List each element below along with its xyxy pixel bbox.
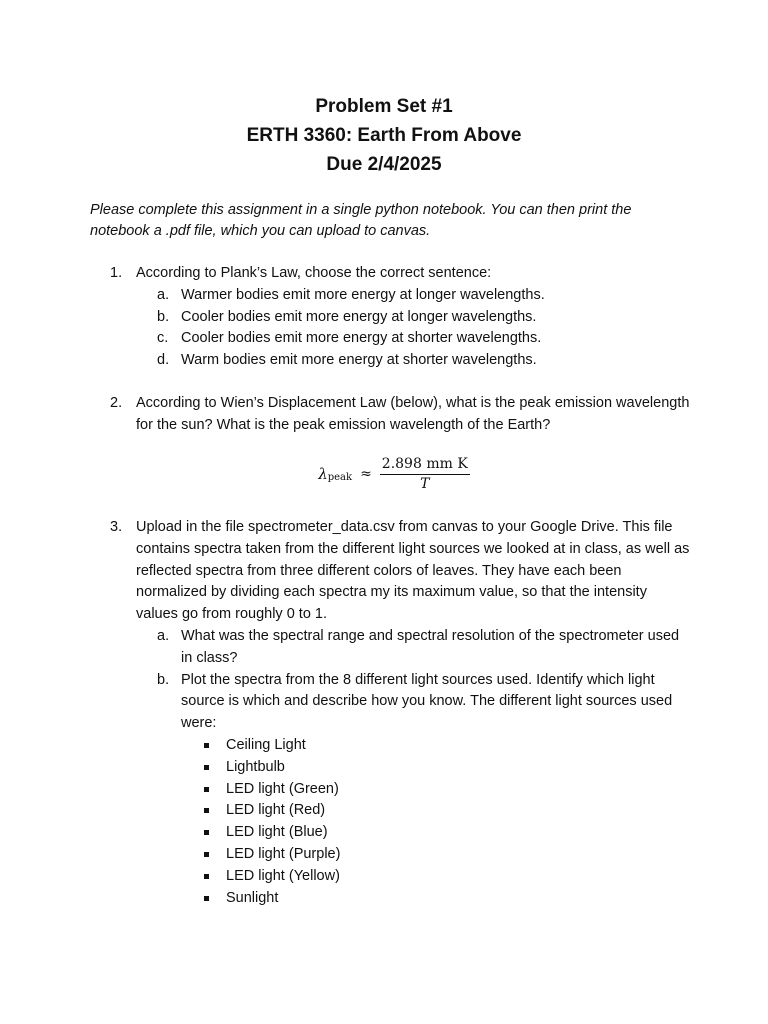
option-letter: a. (157, 286, 170, 303)
option-text: Warm bodies emit more energy at shorter wavelengths. (181, 352, 537, 369)
option-letter: b. (157, 308, 170, 325)
list-item-text: LED light (Blue) (226, 824, 328, 841)
list-item-text: Lightbulb (226, 758, 285, 775)
equation-approx: ≈ (360, 466, 372, 482)
question-number: 2. (110, 395, 123, 411)
list-item (226, 822, 690, 844)
bullet-icon (204, 896, 209, 901)
light-source-list (226, 735, 690, 909)
bullet-icon (204, 765, 209, 770)
question-text: According to Plank’s Law, choose the correct sentence: (136, 265, 492, 281)
list-item (226, 735, 690, 757)
list-item-text: LED light (Purple) (226, 845, 341, 862)
question-number: 3. (110, 519, 123, 535)
part-text: What was the spectral range and spectral resolution of the spectrometer used in class? (181, 627, 680, 666)
bullet-icon (204, 787, 209, 792)
due-date: Due 2/4/2025 (326, 154, 442, 175)
part-text: Plot the spectra from the 8 different light sources used. Identify which light source is which and describe how you know. The different light sources used were: (181, 671, 673, 732)
option-text: Warmer bodies emit more energy at longer wavelengths. (181, 286, 545, 303)
list-item (226, 844, 690, 866)
question-1 (110, 263, 690, 372)
question-2 (110, 393, 690, 437)
list-item (226, 800, 690, 822)
bullet-icon (204, 808, 209, 813)
list-item-text: Ceiling Light (226, 736, 306, 753)
problem-set-title: Problem Set #1 (315, 96, 453, 117)
equation-lambda: λ (318, 465, 328, 483)
bullet-icon (204, 874, 209, 879)
question-text: Upload in the file spectrometer_data.csv from canvas to your Google Drive. This file contains spectra taken from the different light sources we looked at in class, as well as reflected spectra from three different colors of leaves. They have each been normalized by dividing each spectra my its maximum value, so that the intensity values go from roughly 0 to 1. (136, 519, 690, 623)
instructions: Please complete this assignment in a single python notebook. You can then print the notebook a .pdf file, which you can upload to canvas. (90, 202, 632, 239)
list-item-text: Sunlight (226, 889, 279, 906)
option-letter: d. (157, 352, 170, 369)
list-item (226, 779, 690, 801)
option-d (157, 350, 690, 372)
wien-equation (0, 456, 768, 492)
part-letter: b. (157, 671, 170, 688)
option-a (157, 285, 690, 307)
equation-fraction (380, 456, 470, 492)
question-3 (110, 517, 690, 909)
part-a (157, 626, 690, 670)
list-item (226, 866, 690, 888)
question-number: 1. (110, 265, 123, 281)
equation-denominator: T (420, 476, 430, 492)
option-text: Cooler bodies emit more energy at longer wavelengths. (181, 308, 537, 325)
list-item-text: LED light (Red) (226, 802, 326, 819)
equation-numerator: 2.898 mm K (380, 456, 470, 475)
document-title (0, 92, 768, 179)
list-item (226, 757, 690, 779)
list-item-text: LED light (Yellow) (226, 867, 340, 884)
list-item-text: LED light (Green) (226, 780, 339, 797)
list-item (226, 888, 690, 910)
bullet-icon (204, 830, 209, 835)
bullet-icon (204, 852, 209, 857)
option-text: Cooler bodies emit more energy at shorter wavelengths. (181, 330, 542, 347)
bullet-icon (204, 743, 209, 748)
equation-subscript: peak (327, 471, 353, 483)
option-c (157, 328, 690, 350)
question-text: According to Wien’s Displacement Law (below), what is the peak emission wavelength for the sun? What is the peak emission wavelength of the Earth? (136, 395, 690, 433)
option-b (157, 307, 690, 329)
option-letter: c. (157, 330, 169, 347)
course-title: ERTH 3360: Earth From Above (246, 125, 522, 146)
part-letter: a. (157, 627, 170, 644)
part-b (157, 670, 690, 735)
